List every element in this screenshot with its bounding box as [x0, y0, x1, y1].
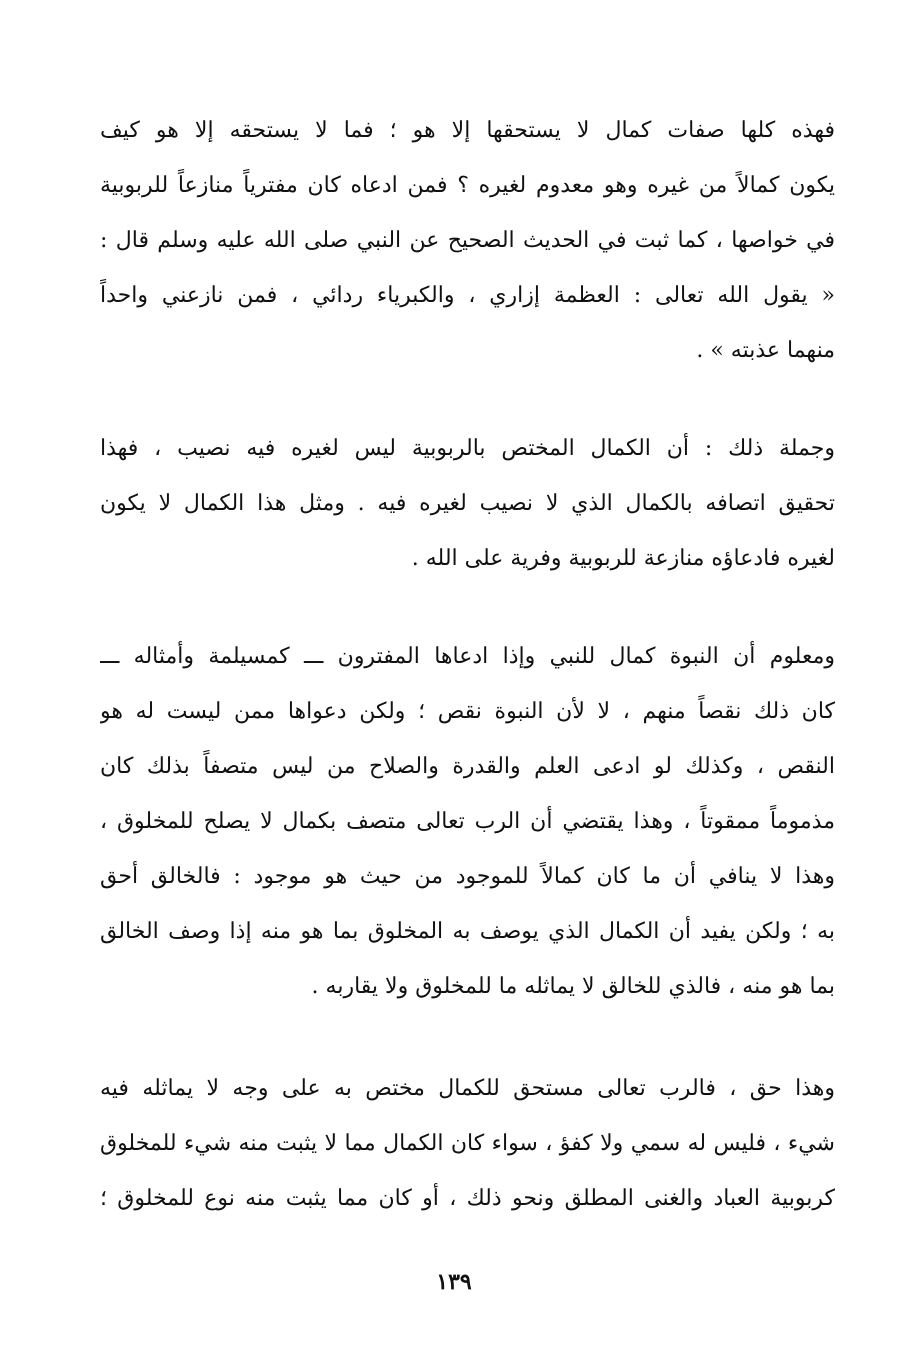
text-line: مذموماً ممقوتاً ، وهذا يقتضي أن الرب تعالى متصف بكمال لا يصلح للمخلوق ،	[100, 809, 835, 834]
text-line: تحقيق اتصافه بالكمال الذي لا نصيب لغيره فيه . ومثل هذا الكمال لا يكون	[100, 491, 835, 516]
paragraph-1	[100, 103, 835, 378]
text-line: به ؛ ولكن يفيد أن الكمال الذي يوصف به المخلوق بما هو منه إذا وصف الخالق	[100, 919, 835, 944]
text-line: بما هو منه ، فالذي للخالق لا يماثله ما للمخلوق ولا يقاربه .	[311, 974, 835, 999]
text-line: في خواصها ، كما ثبت في الحديث الصحيح عن النبي صلى الله عليه وسلم قال :	[100, 228, 835, 253]
text-line: لغيره فادعاؤه منازعة للربوبية وفرية على الله .	[411, 546, 835, 571]
text-line: النقص ، وكذلك لو ادعى العلم والقدرة والصلاح من ليس متصفاً بذلك كان	[100, 754, 835, 779]
text-line: وهذا لا ينافي أن ما كان كمالاً للموجود من حيث هو موجود : فالخالق أحق	[100, 864, 835, 889]
text-line: كربوبية العباد والغنى المطلق ونحو ذلك ، أو كان مما يثبت منه نوع للمخلوق ؛	[100, 1186, 835, 1211]
paragraph-4	[100, 1061, 835, 1226]
text-line: منهما عذبته » .	[696, 338, 835, 363]
text-line: فهذه كلها صفات كمال لا يستحقها إلا هو ؛ فما لا يستحقه إلا هو كيف	[100, 118, 835, 143]
text-line: وجملة ذلك : أن الكمال المختص بالربوبية ليس لغيره فيه نصيب ، فهذا	[100, 436, 835, 461]
text-line: يكون كمالاً من غيره وهو معدوم لغيره ؟ فمن ادعاه كان مفترياً منازعاً للربوبية	[100, 173, 835, 198]
text-line: شيء ، فليس له سمي ولا كفؤ ، سواء كان الكمال مما لا يثبت منه شيء للمخلوق	[100, 1131, 835, 1156]
paragraph-3	[100, 629, 835, 1014]
text-line: كان ذلك نقصاً منهم ، لا لأن النبوة نقص ؛ ولكن دعواها ممن ليست له هو	[100, 699, 835, 724]
page-number: ١٣٩	[436, 1269, 472, 1295]
paragraph-2	[100, 421, 835, 586]
text-line: وهذا حق ، فالرب تعالى مستحق للكمال مختص به على وجه لا يماثله فيه	[100, 1076, 835, 1101]
text-line: « يقول الله تعالى : العظمة إزاري ، والكبرياء ردائي ، فمن نازعني واحداً	[100, 283, 835, 308]
text-line: ومعلوم أن النبوة كمال للنبي وإذا ادعاها المفترون ـــ كمسيلمة وأمثاله ـــ	[100, 644, 835, 669]
